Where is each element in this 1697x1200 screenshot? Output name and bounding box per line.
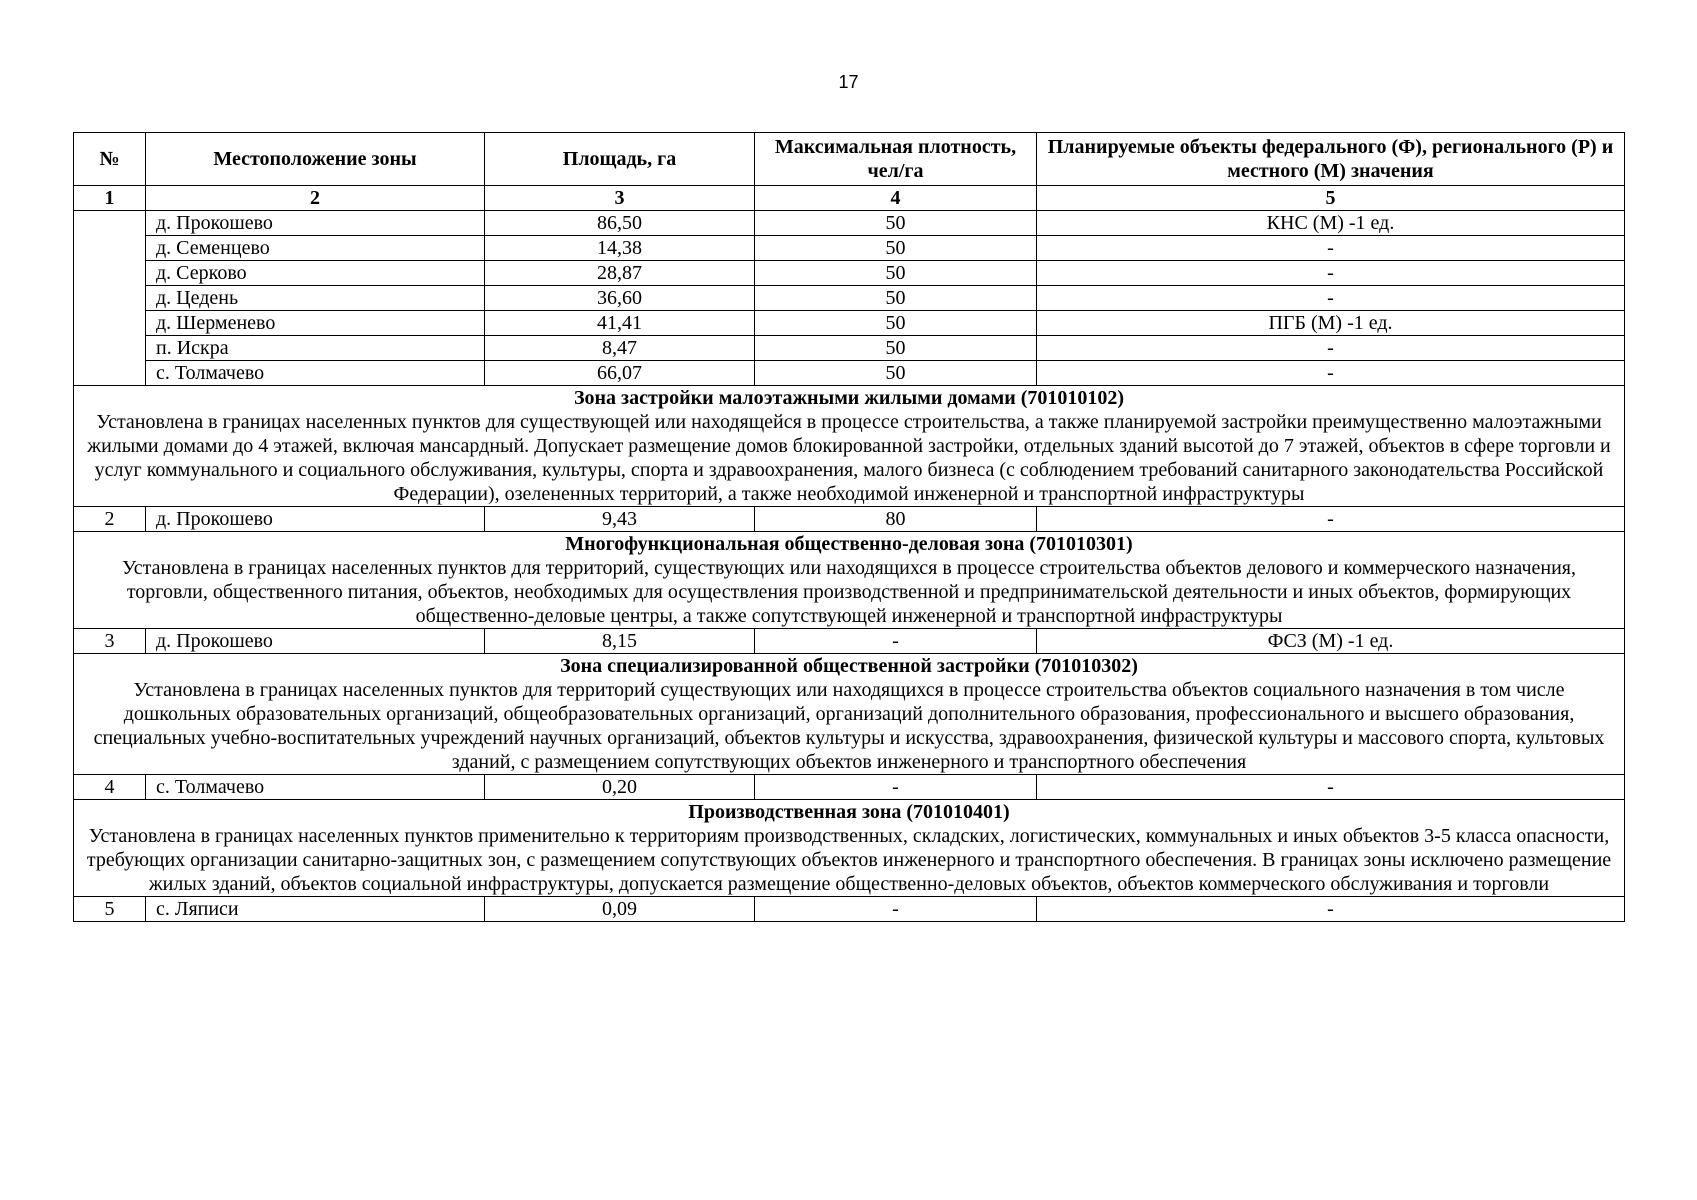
header-row [74,133,1625,186]
location-cell: с. Ляписи [146,897,485,922]
zone-title: Зона специализированной общественной застройки (701010302) [74,654,1625,679]
row-number-cell: 5 [74,897,146,922]
zone-title: Производственная зона (701010401) [74,800,1625,825]
header-objects: Планируемые объекты федерального (Ф), регионального (Р) и местного (М) значения [1037,133,1625,186]
zones-table [73,132,1625,922]
density-cell: 50 [755,211,1037,236]
table-row [74,336,1625,361]
area-cell: 28,87 [485,261,755,286]
zone-title-row [74,800,1625,825]
zone-title-row [74,386,1625,411]
row-number-cell [74,211,146,386]
header-num: № [74,133,146,186]
location-cell: д. Прокошево [146,507,485,532]
density-cell: 50 [755,286,1037,311]
objects-cell: ПГБ (М) -1 ед. [1037,311,1625,336]
zone-description: Установлена в границах населенных пунктов для территорий, существующих или находящихся в процессе строительства объектов делового и коммерческого назначения, торговли, общественного питания, объектов, необходимых для осуществления производственной и предпринимательской деятельности и иных объектов, формирующих общественно-деловые центры, а также сопутствующей инженерной и транспортной инфраструктуры [74,556,1625,629]
density-cell: 80 [755,507,1037,532]
location-cell: с. Толмачево [146,775,485,800]
row-number-cell: 4 [74,775,146,800]
area-cell: 8,15 [485,629,755,654]
table-row [74,507,1625,532]
header-location: Местоположение зоны [146,133,485,186]
objects-cell: КНС (М) -1 ед. [1037,211,1625,236]
density-cell: 50 [755,311,1037,336]
location-cell: д. Цедень [146,286,485,311]
row-number-cell: 2 [74,507,146,532]
column-index: 5 [1037,186,1625,211]
zone-title: Многофункциональная общественно-деловая зона (701010301) [74,532,1625,557]
density-cell: - [755,629,1037,654]
location-cell: д. Прокошево [146,629,485,654]
density-cell: 50 [755,361,1037,386]
header-density: Максимальная плотность, чел/га [755,133,1037,186]
table-row [74,897,1625,922]
table-row [74,261,1625,286]
table-row [74,629,1625,654]
zone-description: Установлена в границах населенных пунктов применительно к территориям производственных, складских, логистических, коммунальных и иных объектов 3-5 класса опасности, требующих организации санитарно-защитных зон, с размещением сопутствующих объектов инженерного и транспортного обеспечения. В границах зоны исключено размещение жилых зданий, объектов социальной инфраструктуры, допускается размещение общественно-деловых объектов, объектов коммерческого обслуживания и торговли [74,824,1625,897]
table-row [74,211,1625,236]
density-cell: 50 [755,236,1037,261]
area-cell: 14,38 [485,236,755,261]
column-index: 1 [74,186,146,211]
location-cell: с. Толмачево [146,361,485,386]
objects-cell: - [1037,286,1625,311]
zone-description-row [74,556,1625,629]
area-cell: 86,50 [485,211,755,236]
row-number-cell: 3 [74,629,146,654]
area-cell: 9,43 [485,507,755,532]
objects-cell: - [1037,897,1625,922]
location-cell: п. Искра [146,336,485,361]
location-cell: д. Прокошево [146,211,485,236]
column-index: 3 [485,186,755,211]
objects-cell: - [1037,361,1625,386]
zone-description-row [74,824,1625,897]
objects-cell: ФСЗ (М) -1 ед. [1037,629,1625,654]
table-row [74,361,1625,386]
location-cell: д. Серково [146,261,485,286]
density-cell: 50 [755,336,1037,361]
area-cell: 66,07 [485,361,755,386]
zone-title-row [74,654,1625,679]
objects-cell: - [1037,236,1625,261]
area-cell: 41,41 [485,311,755,336]
objects-cell: - [1037,507,1625,532]
area-cell: 0,20 [485,775,755,800]
zone-title: Зона застройки малоэтажными жилыми домами (701010102) [74,386,1625,411]
objects-cell: - [1037,261,1625,286]
table-row [74,311,1625,336]
zone-title-row [74,532,1625,557]
header-area: Площадь, га [485,133,755,186]
column-index: 4 [755,186,1037,211]
density-cell: 50 [755,261,1037,286]
area-cell: 0,09 [485,897,755,922]
location-cell: д. Шерменево [146,311,485,336]
zone-description-row [74,678,1625,775]
zone-description: Установлена в границах населенных пунктов для территорий существующих или находящихся в процессе строительства объектов социального назначения в том числе дошкольных образовательных организаций, общеобразовательных организаций, организаций дополнительного образования, профессионального и высшего образования, специальных учебно-воспитательных учреждений научных организаций, объектов культуры и искусства, здравоохранения, физической культуры и массового спорта, культовых зданий, с размещением сопутствующих объектов инженерного и транспортного обеспечения [74,678,1625,775]
table-row [74,236,1625,261]
table-row [74,775,1625,800]
table-row [74,286,1625,311]
area-cell: 36,60 [485,286,755,311]
density-cell: - [755,897,1037,922]
zone-description-row [74,410,1625,507]
location-cell: д. Семенцево [146,236,485,261]
area-cell: 8,47 [485,336,755,361]
objects-cell: - [1037,775,1625,800]
zone-description: Установлена в границах населенных пунктов для существующей или находящейся в процессе строительства, а также планируемой застройки преимущественно малоэтажными жилыми домами до 4 этажей, включая мансардный. Допускает размещение домов блокированной застройки, отдельных зданий высотой до 7 этажей, объектов в сфере торговли и услуг коммунального и социального обслуживания, культуры, спорта и здравоохранения, малого бизнеса (с соблюдением требований санитарного законодательства Российской Федерации), озелененных территорий, а также необходимой инженерной и транспортной инфраструктуры [74,410,1625,507]
objects-cell: - [1037,336,1625,361]
column-index: 2 [146,186,485,211]
page-number: 17 [838,72,859,92]
density-cell: - [755,775,1037,800]
column-index-row [74,186,1625,211]
